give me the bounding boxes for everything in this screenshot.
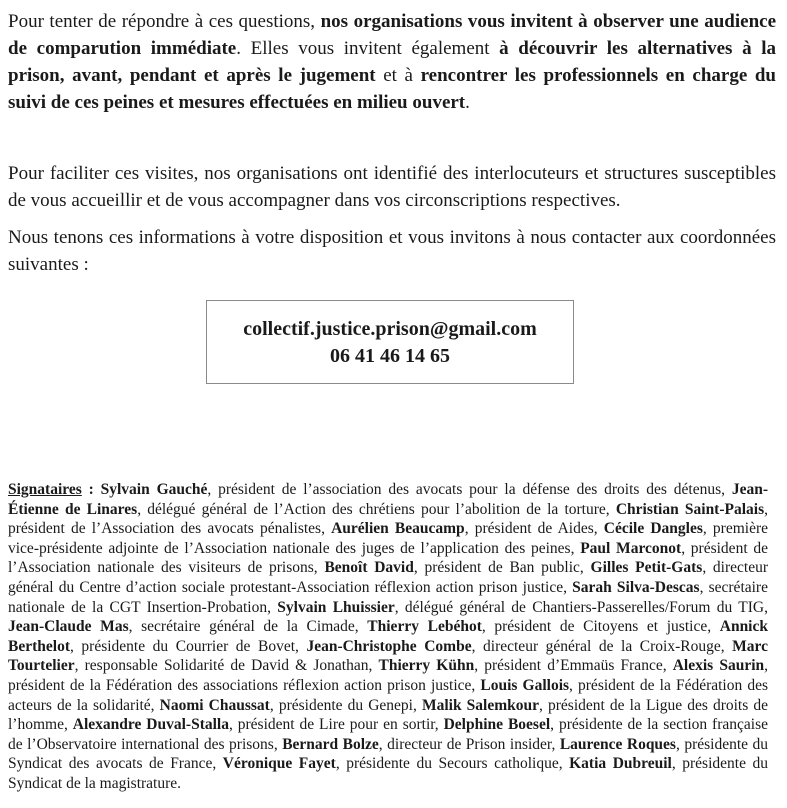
signatory-name: Alexis Saurin <box>672 657 765 675</box>
signatory-name: Sylvain Gauché <box>100 481 208 498</box>
contact-email[interactable]: collectif.justice.prison@gmail.com <box>243 318 537 340</box>
signatory-role: , président de l’association des avocats pour la défense des droits des détenus, <box>207 481 732 498</box>
signatory-name: Jean-Christophe Combe <box>306 637 472 655</box>
intro-paragraph-visits: Pour faciliter ces visites, nos organisations ont identifié des interlocuteurs et structures susceptibles de vous accueillir et de vous accompagner dans vos circonscriptions respectives. <box>8 163 776 211</box>
signatory-name: Malik Salemkour <box>421 696 540 714</box>
signatory-role: , directeur de Prison insider, <box>378 735 560 753</box>
signatory-name: Alexandre Duval-Stalla <box>72 716 229 734</box>
intro-text: Pour tenter de répondre à ces questions, <box>8 11 321 32</box>
signatory-role: , présidente de la section française de l’Observatoire international des prisons, <box>8 716 768 753</box>
signatory-role: , directeur général de la Croix-Rouge, <box>471 637 733 655</box>
signatory-role: , délégué général de l’Action des chrétiens pour l’abolition de la torture, <box>137 500 616 518</box>
intro-paragraph-contact: Nous tenons ces informations à votre disposition et vous invitons à nous contacter aux coordonnées suivantes : <box>8 227 776 275</box>
signatory-name: Laurence Roques <box>559 735 676 753</box>
signatory-role: , secrétaire nationale de la CGT Insertion-Probation, <box>8 578 768 616</box>
signatories-list <box>8 481 768 792</box>
signatory-role: , responsable Solidarité de David & Jonathan, <box>74 657 379 675</box>
signatory-name: Paul Marconot <box>580 539 682 557</box>
signatory-name: Thierry Lebéhot <box>367 618 482 636</box>
signatory-role: , président de la Ligue des droits de l’homme, <box>8 696 768 734</box>
signatories-heading: Signataires <box>8 481 82 498</box>
signatory-name: Louis Gallois <box>480 676 570 694</box>
signatories-colon: : <box>81 481 101 498</box>
signatory-role: , présidente du Syndicat de la magistrature. <box>8 755 769 792</box>
signatory-role: , directeur général du Centre d’action sociale protestant-Association réflexion action prison justice, <box>8 559 769 596</box>
contact-box <box>206 300 574 384</box>
signatory-name: Katia Dubreuil <box>569 755 672 773</box>
contact-phone[interactable]: 06 41 46 14 65 <box>330 345 450 367</box>
signatory-name: Annick Berthelot <box>8 618 768 655</box>
signatory-name: Christian Saint-Palais <box>615 500 765 518</box>
signatory-role: , président de Lire pour en sortir, <box>228 716 444 734</box>
signatories-paragraph <box>8 480 768 794</box>
signatory-name: Véronique Fayet <box>222 755 336 773</box>
signatory-role: , présidente du Courrier de Bovet, <box>69 637 307 655</box>
intro-emphasis: à découvrir les alternatives à la prison, avant, pendant et après le jugement <box>8 38 776 86</box>
intro-text: et à <box>375 65 421 86</box>
intro-emphasis: nos organisations vous invitent à observer une audience de comparution immédiate <box>8 11 776 59</box>
signatory-name: Sylvain Lhuissier <box>277 598 395 616</box>
signatory-role: , président de Ban public, <box>413 559 591 577</box>
signatory-name: Jean-Étienne de Linares <box>8 481 768 518</box>
signatory-name: Gilles Petit-Gats <box>590 559 703 577</box>
signatory-name: Sarah Silva-Descas <box>572 578 700 596</box>
signatory-name: Aurélien Beaucamp <box>331 520 465 538</box>
intro-emphasis: rencontrer les professionnels en charge du suivi de ces peines et mesures effectuées en milieu ouvert <box>8 65 776 113</box>
signatory-name: Delphine Boesel <box>443 716 551 734</box>
signatory-role: , secrétaire général de la Cimade, <box>128 618 368 636</box>
intro-paragraph-invitation <box>8 8 776 116</box>
signatory-role: , première vice-présidente adjointe de l’Association nationale des juges de l’application des peines, <box>8 520 768 557</box>
signatory-name: Jean-Claude Mas <box>8 618 129 636</box>
signatory-role: , présidente du Syndicat des avocats de France, <box>8 735 768 773</box>
signatory-name: Benoît David <box>324 559 414 577</box>
signatory-name: Cécile Dangles <box>603 520 703 538</box>
signatory-name: Marc Tourtelier <box>8 637 768 675</box>
signatory-role: , président de l’Association nationale des visiteurs de prisons, <box>8 539 768 577</box>
signatory-role: , présidente du Genepi, <box>269 696 422 714</box>
signatory-role: , délégué général de Chantiers-Passerelles/Forum du TIG, <box>394 598 768 616</box>
signatory-role: , présidente du Secours catholique, <box>335 755 570 773</box>
intro-text: . <box>465 92 470 113</box>
signatory-name: Naomi Chaussat <box>159 696 270 714</box>
signatory-role: , président de Aides, <box>464 520 604 538</box>
signatory-role: , président de Citoyens et justice, <box>481 618 720 636</box>
signatory-role: , président de l’Association des avocats pénalistes, <box>8 500 768 538</box>
signatory-name: Thierry Kühn <box>378 657 475 675</box>
intro-text: . Elles vous invitent également <box>236 38 500 59</box>
signatory-role: , président de la Fédération des associations réflexion action prison justice, <box>8 657 769 694</box>
signatory-role: , président d’Emmaüs France, <box>474 657 673 675</box>
signatory-name: Bernard Bolze <box>282 735 379 753</box>
signatory-role: , président de la Fédération des acteurs de la solidarité, <box>8 676 768 714</box>
